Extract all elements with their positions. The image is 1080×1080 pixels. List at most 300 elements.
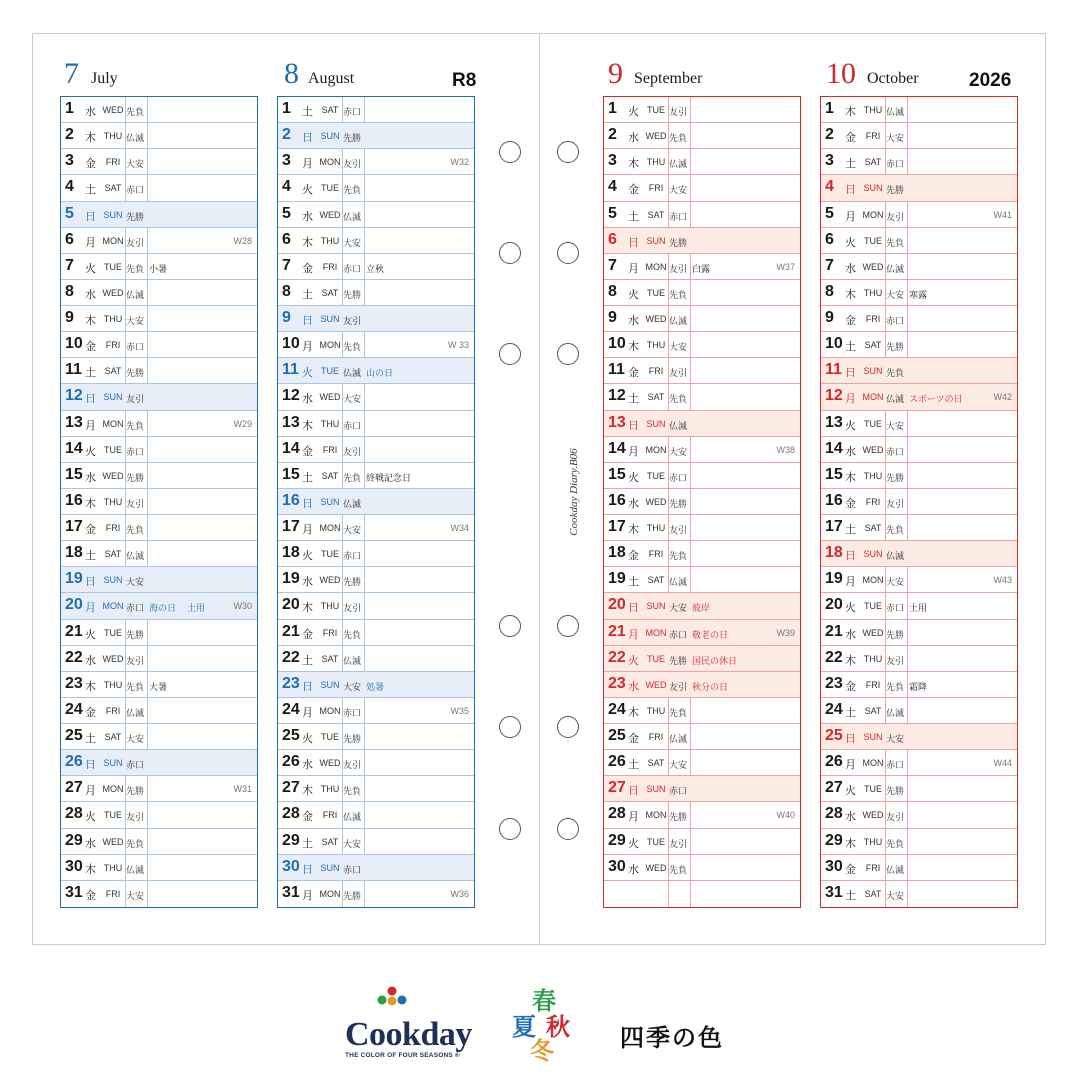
day-row[interactable]: [821, 411, 1017, 437]
day-row[interactable]: [604, 254, 800, 280]
weekday-kanji: 金: [85, 158, 96, 171]
weekday-english: SAT: [647, 758, 665, 769]
day-row[interactable]: [278, 698, 474, 724]
weekday-kanji: 火: [85, 262, 96, 275]
weekday-english: TUE: [647, 836, 665, 847]
weekday-kanji: 火: [85, 811, 96, 824]
weekday-kanji: 土: [845, 524, 856, 536]
day-row[interactable]: [821, 541, 1017, 567]
day-number: 28: [282, 805, 300, 823]
day-number: 30: [608, 857, 626, 875]
rokuyo-label: 友引: [669, 525, 688, 535]
day-number: 20: [608, 596, 626, 614]
day-row[interactable]: [821, 280, 1017, 306]
day-row[interactable]: [278, 802, 474, 828]
day-row[interactable]: [604, 332, 800, 358]
rokuyo-label: 仏滅: [669, 734, 688, 744]
day-row[interactable]: [604, 646, 800, 672]
rokuyo-label: 先勝: [343, 289, 362, 300]
day-number: 16: [65, 491, 83, 509]
calendar-july: [60, 96, 258, 908]
day-row[interactable]: [61, 829, 257, 855]
day-row[interactable]: [604, 437, 800, 463]
day-number: 2: [825, 126, 834, 144]
day-number: 17: [608, 518, 626, 535]
weekday-kanji: 水: [845, 811, 856, 824]
weekday-english: THU: [863, 836, 883, 847]
day-row[interactable]: [821, 802, 1017, 828]
weekday-english: TUE: [647, 653, 665, 664]
day-row[interactable]: [821, 698, 1017, 724]
rokuyo-label: 先勝: [343, 133, 362, 144]
day-row[interactable]: [61, 254, 257, 280]
weekday-english: TUE: [647, 105, 665, 115]
weekday-english: THU: [863, 287, 883, 298]
day-row[interactable]: [821, 149, 1017, 175]
day-row[interactable]: [821, 855, 1017, 881]
rokuyo-label: 先負: [343, 185, 362, 196]
day-number: 23: [608, 674, 626, 692]
day-row[interactable]: [821, 593, 1017, 619]
weekday-kanji: 火: [628, 288, 639, 301]
day-row[interactable]: [278, 724, 474, 750]
day-row[interactable]: [278, 829, 474, 855]
day-number: 23: [65, 674, 83, 692]
four-seasons-label: 四季の色: [620, 1026, 724, 1052]
rokuyo-label: 仏滅: [343, 655, 362, 666]
day-number: 24: [65, 700, 83, 718]
rokuyo-label: 赤口: [343, 263, 362, 274]
day-row[interactable]: [61, 228, 257, 254]
day-number: 11: [825, 361, 842, 379]
weekday-kanji: 木: [302, 419, 313, 432]
weekday-kanji: 日: [85, 759, 96, 772]
day-row[interactable]: [61, 698, 257, 724]
day-row[interactable]: [61, 411, 257, 437]
rokuyo-label: 友引: [343, 603, 362, 614]
weekday-english: THU: [103, 862, 123, 873]
week-number: W43: [993, 575, 1012, 586]
weekday-kanji: 金: [85, 524, 96, 536]
weekday-kanji: 日: [302, 680, 313, 693]
weekday-kanji: 木: [85, 132, 96, 145]
day-row[interactable]: [821, 489, 1017, 515]
weekday-english: TUE: [647, 470, 665, 481]
day-row[interactable]: [278, 175, 474, 201]
day-number: 14: [825, 439, 843, 457]
day-row[interactable]: [604, 855, 800, 881]
weekday-english: SAT: [104, 366, 122, 377]
day-row[interactable]: [278, 228, 474, 254]
weekday-english: TUE: [321, 732, 339, 742]
rokuyo-label: 大安: [343, 681, 362, 692]
calendar-august: [277, 96, 475, 908]
day-row[interactable]: [604, 776, 800, 802]
rokuyo-label: 先負: [886, 838, 905, 849]
day-row[interactable]: [604, 175, 800, 201]
day-row[interactable]: [821, 437, 1017, 463]
weekday-kanji: 日: [628, 236, 639, 249]
holiday-note: 土用: [909, 603, 928, 614]
day-row[interactable]: [821, 646, 1017, 672]
day-row[interactable]: [604, 724, 800, 750]
day-row[interactable]: [604, 515, 800, 541]
holiday-note: 処暑: [366, 681, 385, 692]
day-number: 27: [65, 779, 83, 797]
day-row[interactable]: [604, 463, 800, 489]
weekday-english: MON: [102, 418, 124, 429]
rokuyo-label: 先勝: [126, 472, 145, 483]
day-number: 28: [608, 805, 626, 823]
week-number: W31: [233, 784, 252, 795]
day-row[interactable]: [61, 306, 257, 332]
day-number: 22: [65, 648, 83, 666]
day-row[interactable]: [278, 280, 474, 306]
day-row[interactable]: [821, 672, 1017, 698]
holiday-note: 大暑: [149, 681, 168, 692]
holiday-note: 国民の休日: [692, 655, 738, 666]
weekday-english: FRI: [322, 261, 338, 272]
weekday-english: THU: [320, 601, 340, 612]
weekday-kanji: 金: [845, 863, 856, 876]
day-row[interactable]: [604, 802, 800, 828]
day-row[interactable]: [604, 489, 800, 515]
day-row[interactable]: [604, 358, 800, 384]
weekday-kanji: 日: [628, 785, 639, 798]
day-row[interactable]: [821, 515, 1017, 541]
svg-text:冬: 冬: [530, 1039, 554, 1063]
day-row[interactable]: [821, 202, 1017, 228]
year-label: 2026: [969, 70, 1012, 91]
day-number: 17: [282, 518, 300, 535]
day-row[interactable]: [821, 724, 1017, 750]
day-row[interactable]: [604, 97, 800, 123]
weekday-english: SUN: [103, 209, 123, 220]
rokuyo-label: 仏滅: [669, 420, 688, 431]
day-row[interactable]: [278, 541, 474, 567]
weekday-kanji: 金: [85, 889, 96, 902]
weekday-english: SAT: [647, 392, 665, 403]
day-row[interactable]: [278, 489, 474, 515]
day-number: 26: [825, 753, 843, 771]
weekday-kanji: 日: [85, 393, 96, 406]
day-row[interactable]: [278, 384, 474, 410]
weekday-kanji: 火: [85, 445, 96, 458]
rokuyo-label: 仏滅: [669, 577, 688, 588]
rokuyo-label: 大安: [126, 316, 145, 326]
day-row[interactable]: [604, 750, 800, 776]
day-row[interactable]: [278, 515, 474, 541]
rokuyo-label: 友引: [126, 237, 145, 248]
day-number: 3: [608, 152, 617, 170]
day-row[interactable]: [61, 881, 257, 907]
day-number: 12: [65, 387, 83, 405]
diary-spine-text: Cookday Diary.B06: [568, 448, 580, 536]
day-row[interactable]: [821, 384, 1017, 410]
day-row[interactable]: [61, 280, 257, 306]
day-row[interactable]: [278, 123, 474, 149]
holiday-note: 山の日: [366, 368, 394, 379]
day-row[interactable]: [61, 567, 257, 593]
day-number: 1: [608, 100, 617, 117]
svg-text:秋: 秋: [546, 1015, 570, 1041]
weekday-english: SAT: [864, 888, 882, 899]
day-row[interactable]: [61, 750, 257, 776]
weekday-kanji: 月: [302, 524, 313, 536]
day-row[interactable]: [278, 672, 474, 698]
day-row[interactable]: [278, 463, 474, 489]
month-name: September: [634, 70, 703, 87]
weekday-kanji: 日: [628, 419, 639, 432]
day-row[interactable]: [278, 306, 474, 332]
day-row[interactable]: [278, 881, 474, 907]
day-row[interactable]: [278, 620, 474, 646]
day-row[interactable]: [61, 620, 257, 646]
weekday-english: WED: [319, 209, 341, 220]
rokuyo-label: 大安: [669, 603, 688, 614]
day-row[interactable]: [61, 541, 257, 567]
day-row[interactable]: [821, 881, 1017, 907]
day-row[interactable]: [61, 202, 257, 228]
day-row[interactable]: [61, 802, 257, 828]
rokuyo-label: 赤口: [126, 760, 145, 771]
rokuyo-label: 赤口: [343, 707, 362, 718]
weekday-english: THU: [646, 523, 666, 533]
rokuyo-label: 先負: [343, 786, 362, 797]
day-row[interactable]: [821, 123, 1017, 149]
day-row[interactable]: [604, 149, 800, 175]
day-row[interactable]: [604, 620, 800, 646]
calendar-september: [603, 96, 801, 908]
rokuyo-label: 先負: [886, 525, 905, 535]
month-number: 9: [608, 57, 623, 90]
day-row[interactable]: [61, 646, 257, 672]
day-number: 25: [65, 727, 83, 744]
weekday-kanji: 火: [302, 367, 313, 380]
day-number: 16: [825, 491, 843, 509]
day-row[interactable]: [278, 358, 474, 384]
day-number: 2: [65, 126, 74, 144]
day-row[interactable]: [604, 228, 800, 254]
day-row[interactable]: [278, 567, 474, 593]
day-row[interactable]: [604, 306, 800, 332]
day-row[interactable]: [278, 202, 474, 228]
day-row[interactable]: [61, 437, 257, 463]
weekday-kanji: 土: [628, 576, 639, 589]
day-row[interactable]: [604, 384, 800, 410]
rokuyo-label: 大安: [886, 133, 905, 144]
day-row[interactable]: [821, 306, 1017, 332]
day-row[interactable]: [61, 463, 257, 489]
rokuyo-label: 友引: [886, 211, 905, 222]
day-row[interactable]: [61, 97, 257, 123]
day-number: 1: [825, 100, 834, 117]
day-row[interactable]: [604, 541, 800, 567]
day-row[interactable]: [278, 855, 474, 881]
weekday-kanji: 土: [85, 184, 96, 197]
day-row[interactable]: [61, 515, 257, 541]
day-number: 19: [65, 570, 83, 588]
day-row[interactable]: [278, 97, 474, 123]
rokuyo-label: 先負: [886, 237, 905, 248]
day-number: 6: [825, 230, 834, 248]
day-number: 1: [65, 100, 74, 117]
day-row[interactable]: [278, 149, 474, 175]
rokuyo-label: 仏滅: [343, 211, 362, 222]
binder-hole: [557, 615, 579, 637]
day-row[interactable]: [61, 384, 257, 410]
day-number: 18: [65, 544, 83, 562]
day-number: 9: [65, 309, 74, 326]
day-row[interactable]: [61, 332, 257, 358]
day-row[interactable]: [821, 228, 1017, 254]
day-row[interactable]: [61, 724, 257, 750]
weekday-english: WED: [862, 444, 884, 455]
day-row[interactable]: [604, 411, 800, 437]
weekday-english: SAT: [321, 836, 339, 847]
month-header-september: [608, 55, 804, 95]
weekday-kanji: 月: [845, 576, 856, 589]
rokuyo-label: 大安: [343, 237, 362, 248]
rokuyo-label: 赤口: [669, 211, 688, 222]
day-row[interactable]: [604, 698, 800, 724]
weekday-english: SUN: [646, 418, 666, 429]
weekday-kanji: 金: [302, 445, 313, 458]
day-row[interactable]: [278, 593, 474, 619]
rokuyo-label: 仏滅: [343, 498, 362, 509]
weekday-english: SAT: [647, 575, 665, 586]
weekday-kanji: 水: [628, 132, 639, 145]
day-row[interactable]: [821, 254, 1017, 280]
weekday-kanji: 土: [845, 341, 856, 354]
day-row[interactable]: [278, 750, 474, 776]
brand-name: Cookday: [345, 1016, 472, 1053]
day-row[interactable]: [61, 123, 257, 149]
day-number: 13: [825, 413, 843, 431]
day-number: 29: [282, 831, 300, 849]
day-row[interactable]: [821, 829, 1017, 855]
weekday-kanji: 火: [845, 602, 856, 615]
weekday-kanji: 日: [845, 184, 856, 197]
holiday-note: 秋分の日: [692, 681, 729, 692]
day-row[interactable]: [604, 202, 800, 228]
rokuyo-label: 大安: [126, 577, 145, 588]
day-row[interactable]: [278, 437, 474, 463]
day-number: 22: [282, 648, 300, 666]
day-row[interactable]: [821, 776, 1017, 802]
day-row[interactable]: [604, 280, 800, 306]
weekday-english: WED: [102, 836, 124, 847]
day-row[interactable]: [61, 593, 257, 619]
weekday-kanji: 木: [628, 158, 639, 171]
weekday-kanji: 火: [628, 837, 639, 850]
weekday-kanji: 火: [845, 419, 856, 432]
rokuyo-label: 友引: [343, 446, 362, 457]
weekday-kanji: 水: [628, 497, 639, 510]
weekday-kanji: 月: [85, 419, 96, 432]
day-row[interactable]: [278, 254, 474, 280]
day-row[interactable]: [61, 672, 257, 698]
day-number: 14: [608, 439, 626, 457]
day-row[interactable]: [61, 149, 257, 175]
day-row[interactable]: [278, 646, 474, 672]
day-number: 13: [608, 413, 626, 431]
day-row[interactable]: [61, 855, 257, 881]
weekday-english: FRI: [648, 732, 664, 742]
day-number: 23: [825, 674, 843, 692]
day-row[interactable]: [604, 567, 800, 593]
day-row[interactable]: [61, 175, 257, 201]
day-row[interactable]: [821, 332, 1017, 358]
day-number: 15: [282, 465, 300, 483]
weekday-english: SUN: [103, 758, 123, 769]
day-row[interactable]: [278, 332, 474, 358]
rokuyo-label: 仏滅: [126, 289, 145, 300]
rokuyo-label: 先負: [343, 472, 362, 483]
day-row[interactable]: [604, 881, 800, 907]
weekday-kanji: 月: [628, 262, 639, 275]
day-row[interactable]: [821, 750, 1017, 776]
day-row[interactable]: [821, 620, 1017, 646]
day-row[interactable]: [821, 175, 1017, 201]
binder-hole: [499, 716, 521, 738]
weekday-kanji: 木: [628, 706, 639, 719]
weekday-english: TUE: [104, 627, 122, 638]
day-row[interactable]: [61, 489, 257, 515]
weekday-kanji: 月: [85, 236, 96, 249]
day-row[interactable]: [61, 776, 257, 802]
weekday-english: SUN: [320, 862, 340, 873]
weekday-english: SUN: [320, 314, 340, 324]
day-row[interactable]: [278, 776, 474, 802]
weekday-kanji: 火: [845, 236, 856, 249]
day-row[interactable]: [604, 672, 800, 698]
day-number: 14: [282, 439, 300, 457]
day-row[interactable]: [278, 411, 474, 437]
rokuyo-label: 友引: [343, 760, 362, 771]
day-row[interactable]: [61, 358, 257, 384]
weekday-kanji: 土: [302, 654, 313, 667]
day-row[interactable]: [604, 829, 800, 855]
weekday-english: THU: [863, 653, 883, 664]
rokuyo-label: 先勝: [886, 185, 905, 196]
weekday-english: MON: [645, 627, 667, 638]
week-number: W35: [450, 705, 469, 716]
day-row[interactable]: [821, 358, 1017, 384]
day-row[interactable]: [821, 97, 1017, 123]
era-label: R8: [452, 70, 477, 91]
weekday-english: MON: [862, 209, 884, 220]
day-number: 20: [282, 596, 300, 614]
day-row[interactable]: [604, 593, 800, 619]
day-number: 3: [65, 152, 74, 170]
day-row[interactable]: [821, 567, 1017, 593]
weekday-kanji: 月: [302, 341, 313, 354]
rokuyo-label: 先勝: [126, 629, 145, 640]
day-number: 26: [282, 753, 300, 771]
weekday-kanji: 月: [85, 602, 96, 615]
month-number: 10: [826, 57, 856, 90]
day-row[interactable]: [821, 463, 1017, 489]
day-number: 19: [282, 570, 300, 588]
rokuyo-label: 赤口: [669, 629, 688, 640]
weekday-english: FRI: [105, 888, 121, 899]
day-row[interactable]: [604, 123, 800, 149]
weekday-english: THU: [863, 105, 883, 115]
weekday-kanji: 木: [845, 288, 856, 301]
day-number: 25: [282, 727, 300, 744]
day-number: 5: [65, 204, 74, 222]
